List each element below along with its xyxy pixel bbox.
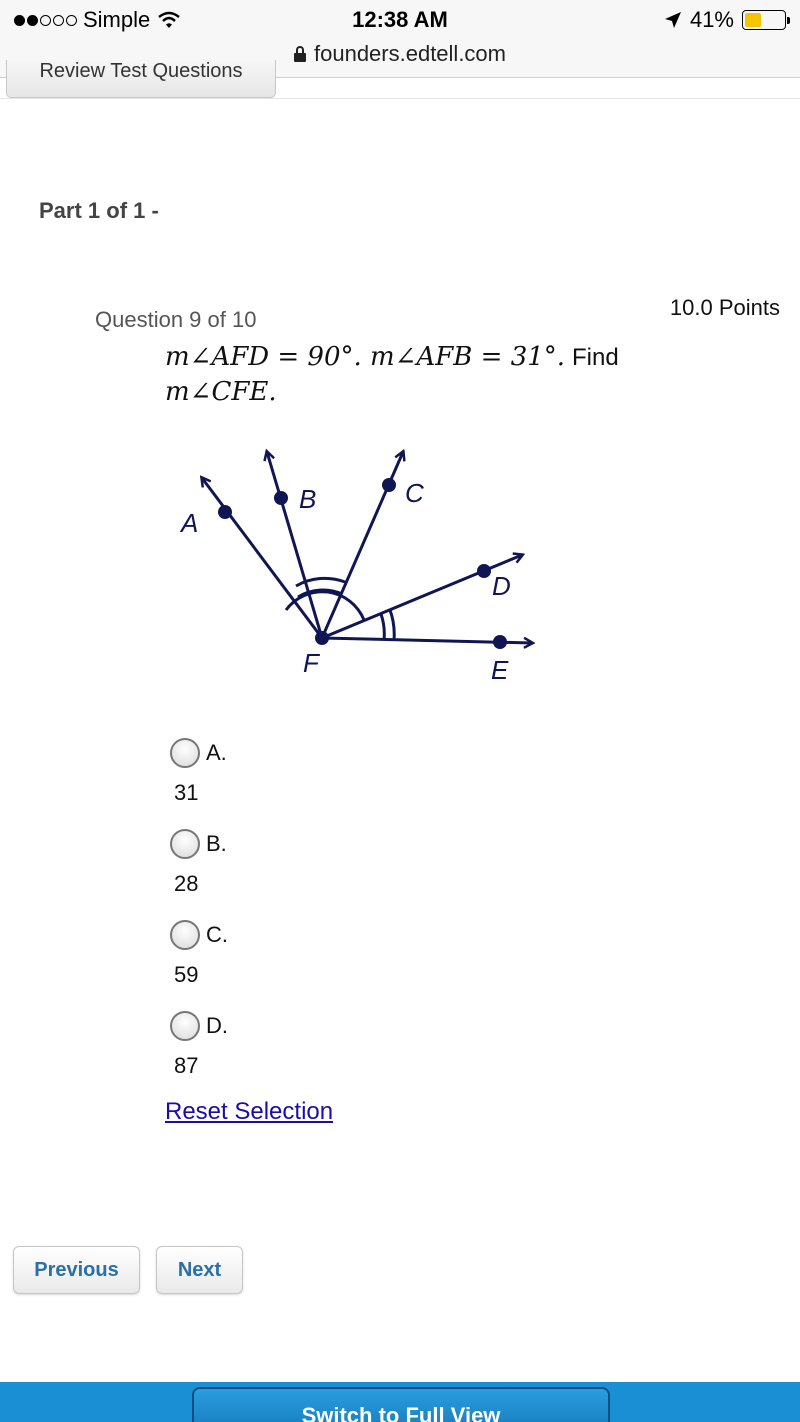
question-points: 10.0 Points <box>669 295 780 320</box>
answer-options <box>170 738 228 1102</box>
review-button-label: Review Test Questions <box>39 60 243 82</box>
question-number: Question 9 of 10 <box>95 307 257 332</box>
label-d: D <box>492 571 511 601</box>
question-find-word: Find <box>572 344 619 371</box>
option-d[interactable] <box>170 1011 228 1102</box>
status-bar <box>0 0 800 40</box>
option-c-letter: C. <box>206 922 228 947</box>
point-f <box>315 631 329 645</box>
question-math-given: m∠AFD = 90°. m∠AFB = 31°. <box>165 342 566 372</box>
divider <box>0 98 800 99</box>
angle-arc-dfe-inner <box>381 614 384 640</box>
url-text: founders.edtell.com <box>314 41 506 66</box>
angle-diagram <box>170 440 550 690</box>
point-c <box>382 478 396 492</box>
option-b-letter: B. <box>206 831 227 856</box>
point-e <box>493 635 507 649</box>
question-math-find: m∠CFE. <box>165 377 277 407</box>
question-prompt <box>165 340 725 410</box>
point-d <box>477 564 491 578</box>
option-c[interactable] <box>170 920 228 1011</box>
status-time: 12:38 AM <box>352 7 448 32</box>
battery-level <box>745 13 761 27</box>
angle-arc-dfe-outer <box>390 610 394 640</box>
option-a-value: 31 <box>174 780 199 805</box>
option-b-value: 28 <box>174 871 199 896</box>
review-test-questions-button[interactable] <box>6 60 276 98</box>
reset-selection-link[interactable]: Reset Selection <box>165 1098 334 1125</box>
option-c-value: 59 <box>174 962 199 987</box>
label-a: A <box>181 508 199 538</box>
option-c-radio[interactable] <box>170 920 200 950</box>
option-b[interactable] <box>170 829 228 920</box>
option-d-radio[interactable] <box>170 1011 200 1041</box>
label-c: C <box>405 478 424 508</box>
previous-button[interactable]: Previous <box>13 1246 140 1294</box>
battery-icon <box>742 10 786 30</box>
next-button[interactable]: Next <box>156 1246 243 1294</box>
status-right <box>664 7 786 33</box>
option-d-letter: D. <box>206 1013 228 1038</box>
label-b: B <box>299 484 317 514</box>
label-e: E <box>491 655 509 685</box>
option-b-radio[interactable] <box>170 829 200 859</box>
option-a[interactable] <box>170 738 228 829</box>
option-a-radio[interactable] <box>170 738 200 768</box>
carrier-name: Simple <box>83 7 151 32</box>
footer-bar <box>0 1382 800 1422</box>
switch-to-full-view-button[interactable]: Switch to Full View <box>192 1387 610 1422</box>
lock-icon <box>294 46 306 62</box>
battery-percent: 41% <box>689 7 734 32</box>
option-d-value: 87 <box>174 1053 199 1078</box>
ray-fb <box>267 452 322 638</box>
point-a <box>218 505 232 519</box>
location-arrow-icon <box>664 11 682 29</box>
part-title: Part 1 of 1 - <box>39 198 159 223</box>
label-f: F <box>303 648 319 678</box>
option-a-letter: A. <box>206 740 227 765</box>
point-b <box>274 491 288 505</box>
